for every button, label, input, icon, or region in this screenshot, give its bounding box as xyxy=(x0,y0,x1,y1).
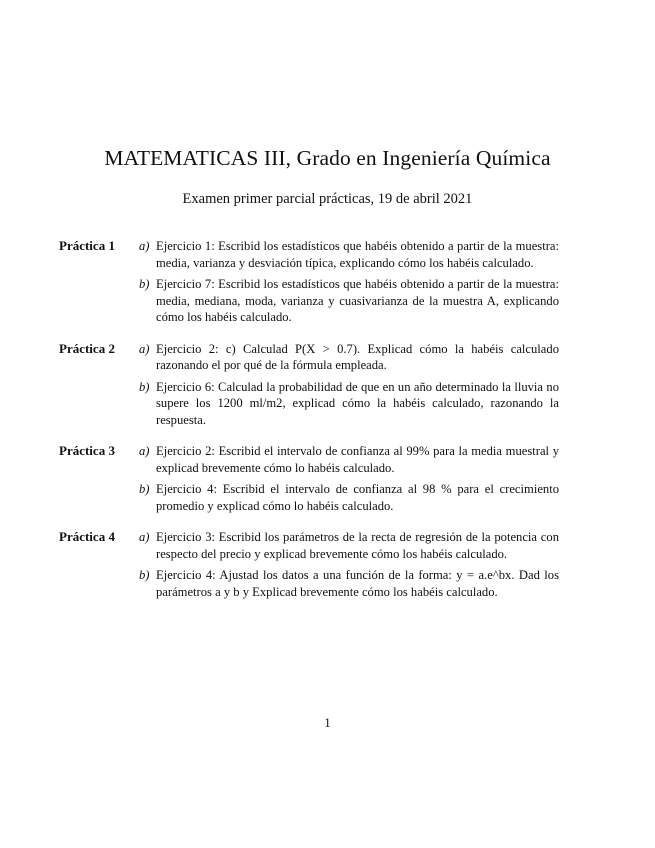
item-letter: a) xyxy=(139,239,150,253)
list-item xyxy=(139,276,559,326)
section-practica-3 xyxy=(59,443,559,519)
item-letter: a) xyxy=(139,444,150,458)
list-item xyxy=(139,379,559,429)
section-practica-1 xyxy=(59,238,559,331)
section-practica-4 xyxy=(59,529,559,605)
item-letter: b) xyxy=(139,379,150,394)
section-items xyxy=(139,529,559,605)
section-label: Práctica 3 xyxy=(59,443,115,458)
item-text: Ejercicio 4: Escribid el intervalo de confianza al 98 % para el crecimiento promedio y explicad cómo lo habéis calculado. xyxy=(156,482,559,513)
item-letter: b) xyxy=(139,277,150,291)
section-practica-2 xyxy=(59,341,559,434)
document-subtitle: Examen primer parcial prácticas, 19 de abril 2021 xyxy=(182,191,473,207)
section-items xyxy=(139,341,559,434)
page-number: 1 xyxy=(324,715,331,730)
document-title: MATEMATICAS III, Grado en Ingeniería Química xyxy=(104,146,551,170)
item-text: Ejercicio 2: c) Calculad P(X > 0.7). Explicad cómo la habéis calculado razonando el por qué de la fórmula empleada. xyxy=(156,341,559,372)
section-items xyxy=(139,443,559,519)
section-label: Práctica 2 xyxy=(59,340,115,356)
item-text: Ejercicio 7: Escribid los estadísticos que habéis obtenido a partir de la muestra: media, mediana, moda, varianza y cuasivarianza de la muestra A, explicando cómo los habéis calculado. xyxy=(156,277,559,324)
section-label: Práctica 1 xyxy=(59,238,115,253)
list-item xyxy=(139,529,559,562)
list-item xyxy=(139,443,559,476)
item-text: Ejercicio 1: Escribid los estadísticos que habéis obtenido a partir de la muestra: media, varianza y desviación típica, explicando cómo los habéis calculado. xyxy=(156,239,559,270)
item-text: Ejercicio 2: Escribid el intervalo de confianza al 99% para la media muestral y explicad brevemente cómo lo habéis calculado. xyxy=(156,444,559,475)
item-text: Ejercicio 6: Calculad la probabilidad de que en un año determinado la lluvia no supere los 1200 ml/m2, explicad cómo la habéis calculado, razonando la respuesta. xyxy=(156,379,559,427)
item-text: Ejercicio 3: Escribid los parámetros de la recta de regresión de la potencia con respecto del precio y explicad brevemente cómo los habéis calculado. xyxy=(156,530,559,561)
item-letter: a) xyxy=(139,341,150,356)
item-letter: a) xyxy=(139,530,150,544)
item-letter: b) xyxy=(139,568,150,582)
list-item xyxy=(139,341,559,374)
item-text: Ejercicio 4: Ajustad los datos a una función de la forma: y = a.e^bx. Dad los parámetros a y b y Explicad brevemente cómo los habéis calculado. xyxy=(156,568,559,599)
section-items xyxy=(139,238,559,331)
exam-content xyxy=(59,238,559,615)
item-letter: b) xyxy=(139,482,150,496)
list-item xyxy=(139,567,559,600)
list-item xyxy=(139,238,559,271)
section-label: Práctica 4 xyxy=(59,529,115,544)
list-item xyxy=(139,481,559,514)
